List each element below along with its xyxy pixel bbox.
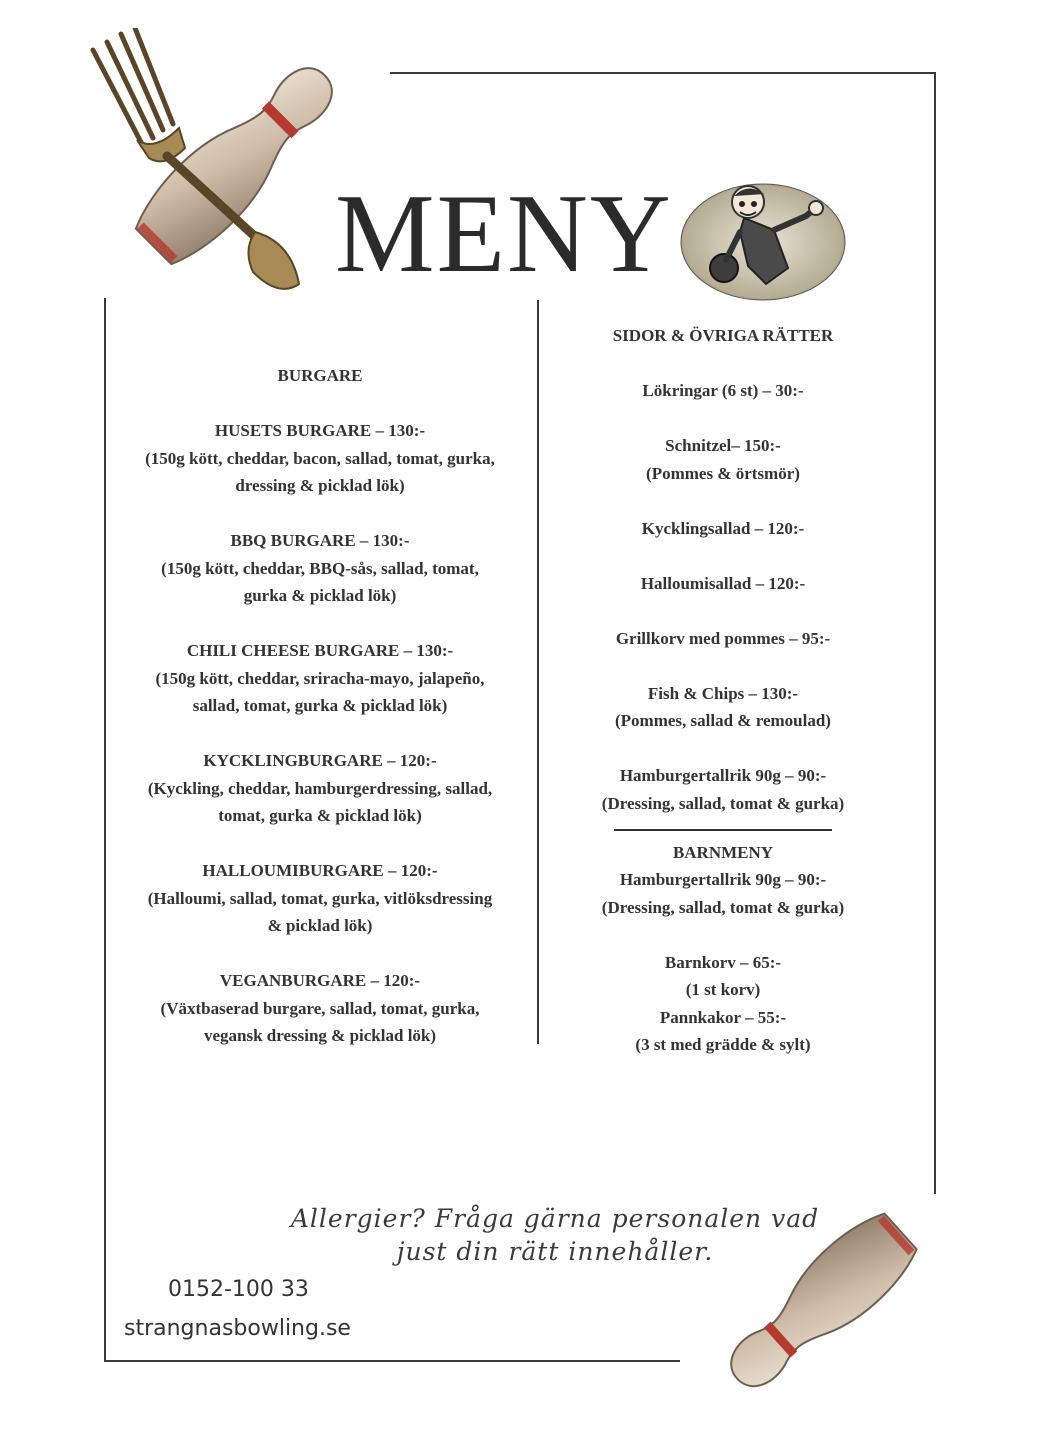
menu-item — [115, 967, 525, 1050]
phone-number: 0152-100 33 — [168, 1277, 309, 1302]
item-description: (1 st korv) — [685, 980, 761, 999]
frame-left-line — [104, 298, 106, 1362]
burgers-heading: BURGARE — [277, 366, 363, 385]
allergy-line: just din rätt innehåller. — [396, 1237, 714, 1266]
kids-menu-heading: BARNMENY — [672, 842, 774, 862]
item-description: & picklad lök) — [267, 916, 373, 935]
bowler-badge-icon — [678, 172, 848, 304]
menu-item — [578, 762, 868, 817]
item-name: BBQ BURGARE – 130:- — [230, 531, 410, 550]
item-description: (150g kött, cheddar, BBQ-sås, sallad, tomat, — [161, 558, 479, 578]
column-divider — [537, 300, 539, 1044]
item-description: sallad, tomat, gurka & picklad lök) — [192, 696, 448, 715]
frame-top-line — [390, 72, 936, 74]
item-name: Halloumisallad – 120:- — [640, 573, 806, 593]
item-description: vegansk dressing & picklad lök) — [203, 1026, 437, 1045]
menu-item — [115, 527, 525, 610]
allergy-line: Allergier? Fråga gärna personalen vad — [290, 1204, 820, 1233]
frame-bottom-line — [104, 1360, 680, 1362]
item-name: Hamburgertallrik 90g – 90:- — [619, 870, 827, 889]
item-description: (Växtbaserad burgare, sallad, tomat, gurka, — [160, 998, 480, 1018]
item-name: VEGANBURGARE – 120:- — [219, 971, 421, 990]
item-name: Pannkakor – 55:- — [659, 1007, 787, 1027]
menu-item — [578, 570, 868, 598]
item-name: Grillkorv med pommes – 95:- — [615, 628, 831, 648]
item-description: gurka & picklad lök) — [243, 586, 397, 605]
item-description: (Kyckling, cheddar, hamburgerdressing, sallad, — [147, 778, 493, 798]
item-name: HUSETS BURGARE – 130:- — [214, 421, 426, 440]
menu-title: MENY — [335, 172, 673, 296]
item-name: HALLOUMIBURGARE – 120:- — [202, 861, 438, 880]
item-description: tomat, gurka & picklad lök) — [218, 806, 422, 825]
sides-column — [578, 322, 868, 1059]
menu-item — [578, 625, 868, 653]
item-name: CHILI CHEESE BURGARE – 130:- — [186, 641, 454, 660]
website-url: strangnasbowling.se — [124, 1316, 351, 1341]
item-description: (Pommes, sallad & remoulad) — [615, 711, 831, 730]
sides-heading: SIDOR & ÖVRIGA RÄTTER — [612, 326, 834, 345]
menu-item — [578, 680, 868, 735]
item-description: (150g kött, cheddar, bacon, sallad, tomat, gurka, — [145, 448, 495, 468]
menu-item — [578, 377, 868, 405]
item-description: (Pommes & örtsmör) — [646, 463, 800, 483]
item-description: (Dressing, sallad, tomat & gurka) — [601, 897, 845, 917]
kids-menu-divider — [614, 829, 832, 831]
menu-item — [578, 949, 868, 1004]
item-description: (Dressing, sallad, tomat & gurka) — [601, 793, 845, 813]
item-description: dressing & picklad lök) — [235, 476, 405, 495]
item-description: (150g kött, cheddar, sriracha-mayo, jalapeño, — [155, 668, 485, 688]
menu-item — [578, 1004, 868, 1059]
fork-icon — [85, 28, 315, 298]
menu-item — [115, 637, 525, 720]
item-description: (3 st med grädde & sylt) — [635, 1035, 811, 1054]
menu-item — [578, 515, 868, 543]
burgers-column — [115, 362, 525, 1050]
item-name: Lökringar (6 st) – 30:- — [642, 381, 804, 400]
item-name: Hamburgertallrik 90g – 90:- — [619, 766, 827, 785]
frame-right-line — [934, 72, 936, 1194]
menu-item — [115, 747, 525, 830]
item-description: (Halloumi, sallad, tomat, gurka, vitlöksdressing — [147, 888, 493, 908]
menu-item — [578, 866, 868, 921]
bowling-pin-icon — [700, 1190, 960, 1400]
item-name: Kycklingsallad – 120:- — [641, 518, 805, 538]
item-name: Barnkorv – 65:- — [664, 952, 782, 972]
item-name: Fish & Chips – 130:- — [647, 683, 799, 703]
menu-item — [115, 417, 525, 500]
menu-item — [578, 432, 868, 487]
menu-item — [115, 857, 525, 940]
item-name: Schnitzel– 150:- — [665, 436, 781, 455]
item-name: KYCKLINGBURGARE – 120:- — [203, 751, 437, 770]
